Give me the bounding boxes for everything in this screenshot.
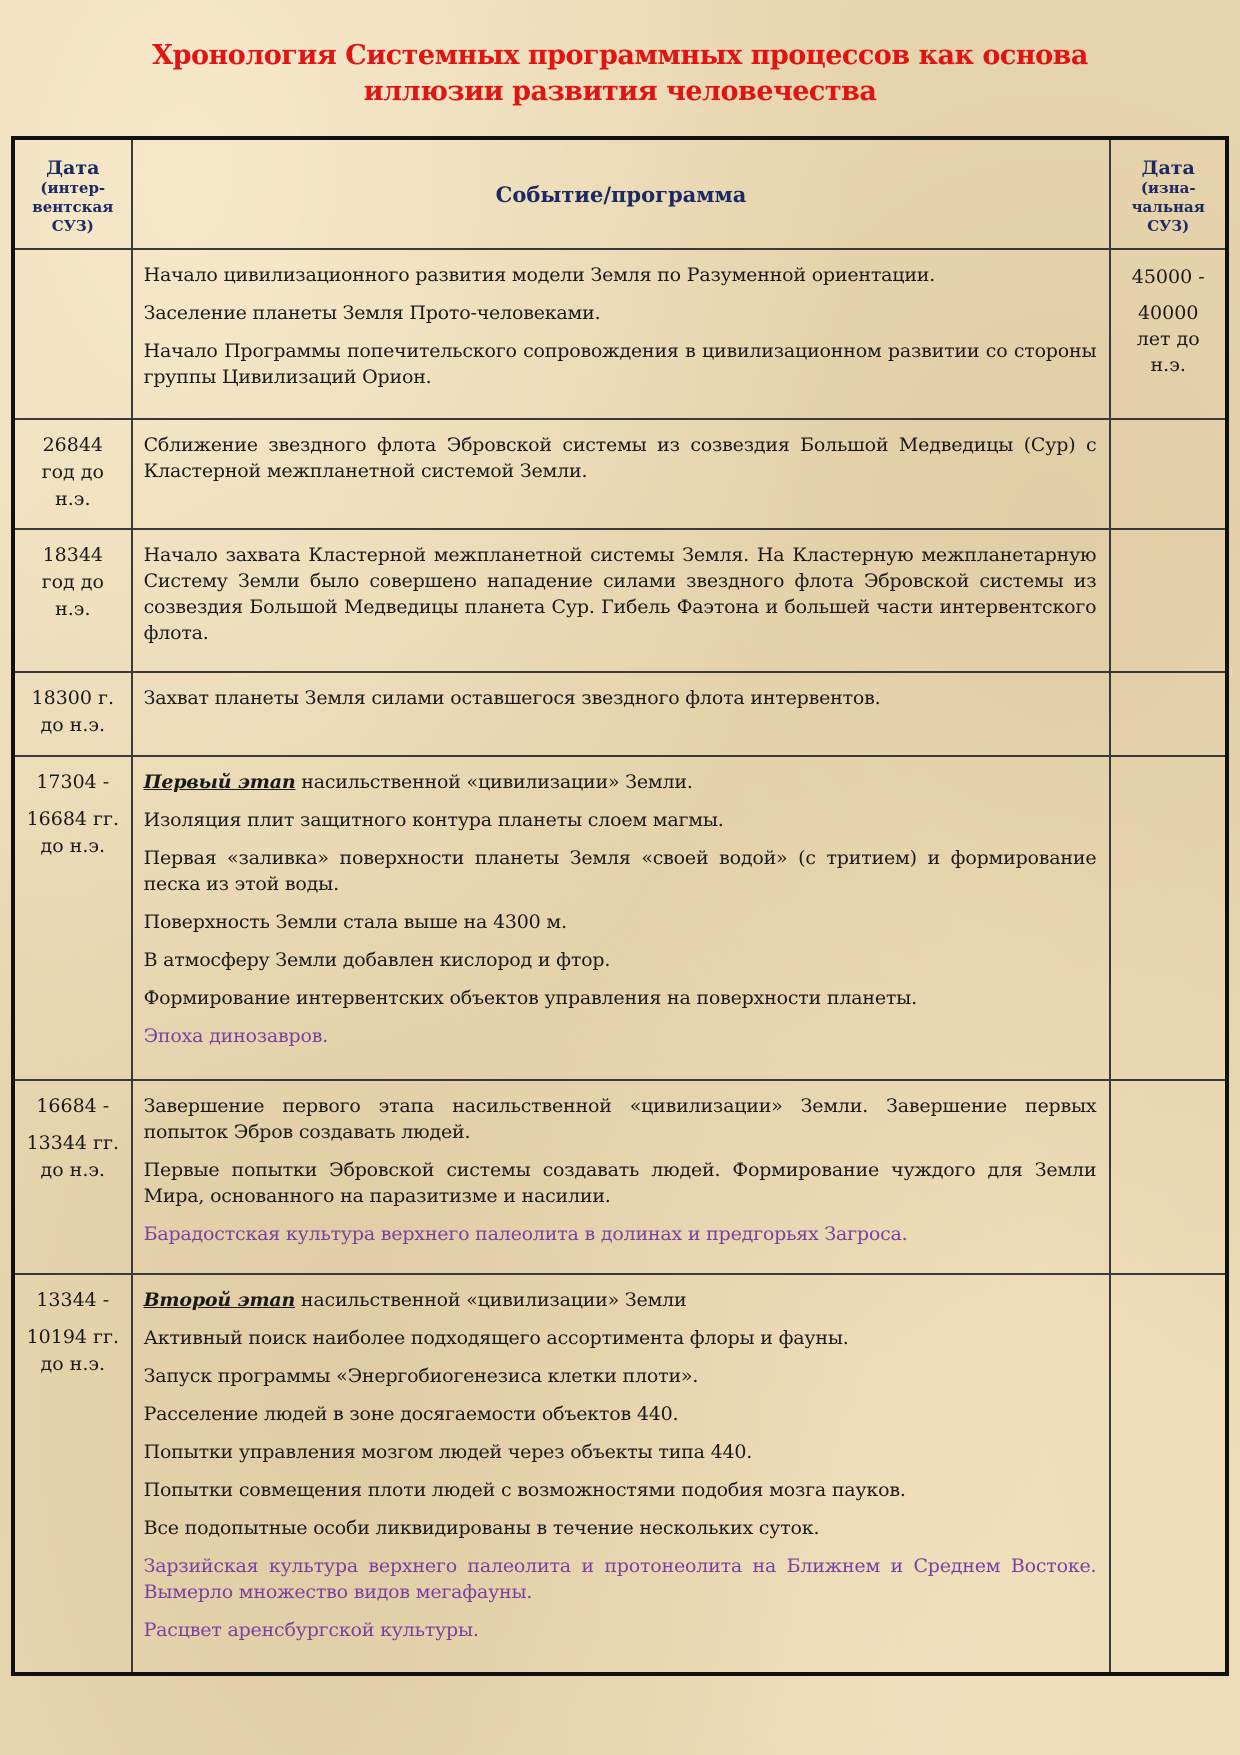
date-line: н.э. <box>55 488 91 510</box>
row-date-original <box>1110 672 1227 756</box>
event-text: Первые попытки Эбровской системы создавать людей. Формирование чуждого для Земли Мира, основанного на паразитизме и насилии. <box>143 1159 1097 1207</box>
event-text: Попытки управления мозгом людей через объекты типа 440. <box>143 1441 753 1463</box>
date-line: 13344 - <box>36 1289 110 1311</box>
row-date <box>13 1080 132 1274</box>
event-text: В атмосферу Земли добавлен кислород и фтор. <box>143 949 611 971</box>
row-date <box>13 672 132 756</box>
event-text: Сближение звездного флота Эбровской системы из созвездия Большой Медведицы (Сур) с Кластерной межпланетной системой Земли. <box>143 434 1097 482</box>
table-row <box>13 1274 1227 1674</box>
epoch-text: Эпоха динозавров. <box>143 1025 329 1047</box>
table-header-row <box>13 138 1227 249</box>
row-events <box>132 1080 1111 1274</box>
event-text: Попытки совмещения плоти людей с возможностями подобия мозга пауков. <box>143 1479 906 1501</box>
date-line: до н.э. <box>40 1159 106 1181</box>
date-line: год до <box>41 461 104 483</box>
row-date <box>13 756 132 1080</box>
date-line: 26844 <box>42 434 104 456</box>
row-events <box>132 529 1111 672</box>
date-original-line: 40000 <box>1137 302 1199 324</box>
stage-rest: насильственной «цивилизации» Земли. <box>295 771 693 793</box>
date-line: 18344 <box>42 544 104 566</box>
table-row <box>13 672 1227 756</box>
row-date-original <box>1110 529 1227 672</box>
date-line: 16684 - <box>36 1095 110 1117</box>
stage-rest: насильственной «цивилизации» Земли <box>295 1289 687 1311</box>
event-text: Первая «заливка» поверхности планеты Земля «своей водой» (с тритием) и формирование песка из этой воды. <box>143 847 1097 895</box>
event-text: Завершение первого этапа насильственной «цивилизации» Земли. Завершение первых попыток Эбров создавать людей. <box>143 1095 1097 1143</box>
date-original-line: лет до <box>1136 328 1200 350</box>
event-text: Начало цивилизационного развития модели Земля по Разуменной ориентации. <box>143 264 936 286</box>
page-title-line-1: Хронология Системных программных процессов как основа <box>152 40 1088 71</box>
row-date-original <box>1110 249 1227 419</box>
header-date-original <box>1110 138 1227 249</box>
epoch-text: Барадостская культура верхнего палеолита в долинах и предгорьях Загроса. <box>143 1223 908 1245</box>
row-date <box>13 1274 132 1674</box>
date-line: год до <box>41 571 104 593</box>
date-line: 13344 гг. <box>26 1132 119 1154</box>
event-text: Изоляция плит защитного контура планеты слоем магмы. <box>143 809 724 831</box>
table-row <box>13 756 1227 1080</box>
table-row <box>13 529 1227 672</box>
event-text: Активный поиск наиболее подходящего ассортимента флоры и фауны. <box>143 1327 849 1349</box>
page-title-line-2: иллюзии развития человечества <box>363 76 877 107</box>
row-events <box>132 1274 1111 1674</box>
event-text: Формирование интервентских объектов управления на поверхности планеты. <box>143 987 917 1009</box>
stage-heading <box>144 769 1097 795</box>
event-text: Заселение планеты Земля Прото-человеками. <box>143 302 601 324</box>
date-line: 16684 гг. <box>26 808 119 830</box>
date-line: 17304 - <box>36 771 110 793</box>
row-events <box>132 672 1111 756</box>
event-text: Запуск программы «Энергобиогенезиса клетки плоти». <box>143 1365 699 1387</box>
date-original-line: 45000 - <box>1131 266 1205 288</box>
row-date-original <box>1110 756 1227 1080</box>
date-line: 10194 гг. <box>26 1326 119 1348</box>
row-date <box>13 529 132 672</box>
event-text: Поверхность Земли стала выше на 4300 м. <box>143 911 567 933</box>
event-text: Все подопытные особи ликвидированы в течение нескольких суток. <box>143 1517 820 1539</box>
event-text: Захват планеты Земля силами оставшегося звездного флота интервентов. <box>143 687 881 709</box>
event-text: Расселение людей в зоне досягаемости объектов 440. <box>143 1403 679 1425</box>
row-events <box>132 756 1111 1080</box>
row-date-original <box>1110 1274 1227 1674</box>
header-date-left-main: Дата <box>46 157 100 179</box>
row-date-original <box>1110 1080 1227 1274</box>
epoch-text: Зарзийская культура верхнего палеолита и протонеолита на Ближнем и Среднем Востоке. Вымерло множество видов мегафауны. <box>143 1555 1097 1603</box>
date-line: до н.э. <box>40 714 106 736</box>
table-row <box>13 249 1227 419</box>
row-date <box>13 249 132 419</box>
stage-label: Первый этап <box>143 771 296 793</box>
epoch-text: Расцвет аренсбургской культуры. <box>143 1619 479 1641</box>
header-date-right-main: Дата <box>1141 157 1195 179</box>
event-text: Начало Программы попечительского сопровождения в цивилизационном развитии со стороны группы Цивилизаций Орион. <box>143 340 1097 388</box>
table-row <box>13 419 1227 529</box>
row-date <box>13 419 132 529</box>
row-events <box>132 249 1111 419</box>
date-line: 18300 г. <box>31 687 115 709</box>
chronology-table <box>11 136 1229 1676</box>
header-event: Событие/программа <box>132 138 1111 249</box>
stage-label: Второй этап <box>143 1289 296 1311</box>
date-original-line: н.э. <box>1150 354 1186 376</box>
table-row <box>13 1080 1227 1274</box>
header-date-interventional <box>13 138 132 249</box>
date-line: до н.э. <box>40 835 106 857</box>
row-events <box>132 419 1111 529</box>
stage-heading <box>144 1287 1097 1313</box>
event-text: Начало захвата Кластерной межпланетной системы Земля. На Кластерную межпланетарную Систему Земли было совершено нападение силами звездного флота Эбровской системы из созвездия Большой Медведицы планета Сур. Гибель Фаэтона и большей части интервентского флота. <box>143 544 1097 644</box>
row-date-original <box>1110 419 1227 529</box>
date-line: до н.э. <box>40 1353 106 1375</box>
page-title <box>0 38 1240 110</box>
header-date-right-sub: (изна-чальная СУЗ) <box>1131 179 1205 235</box>
header-date-left-sub: (интер-вентская СУЗ) <box>32 179 114 235</box>
date-line: н.э. <box>55 598 91 620</box>
